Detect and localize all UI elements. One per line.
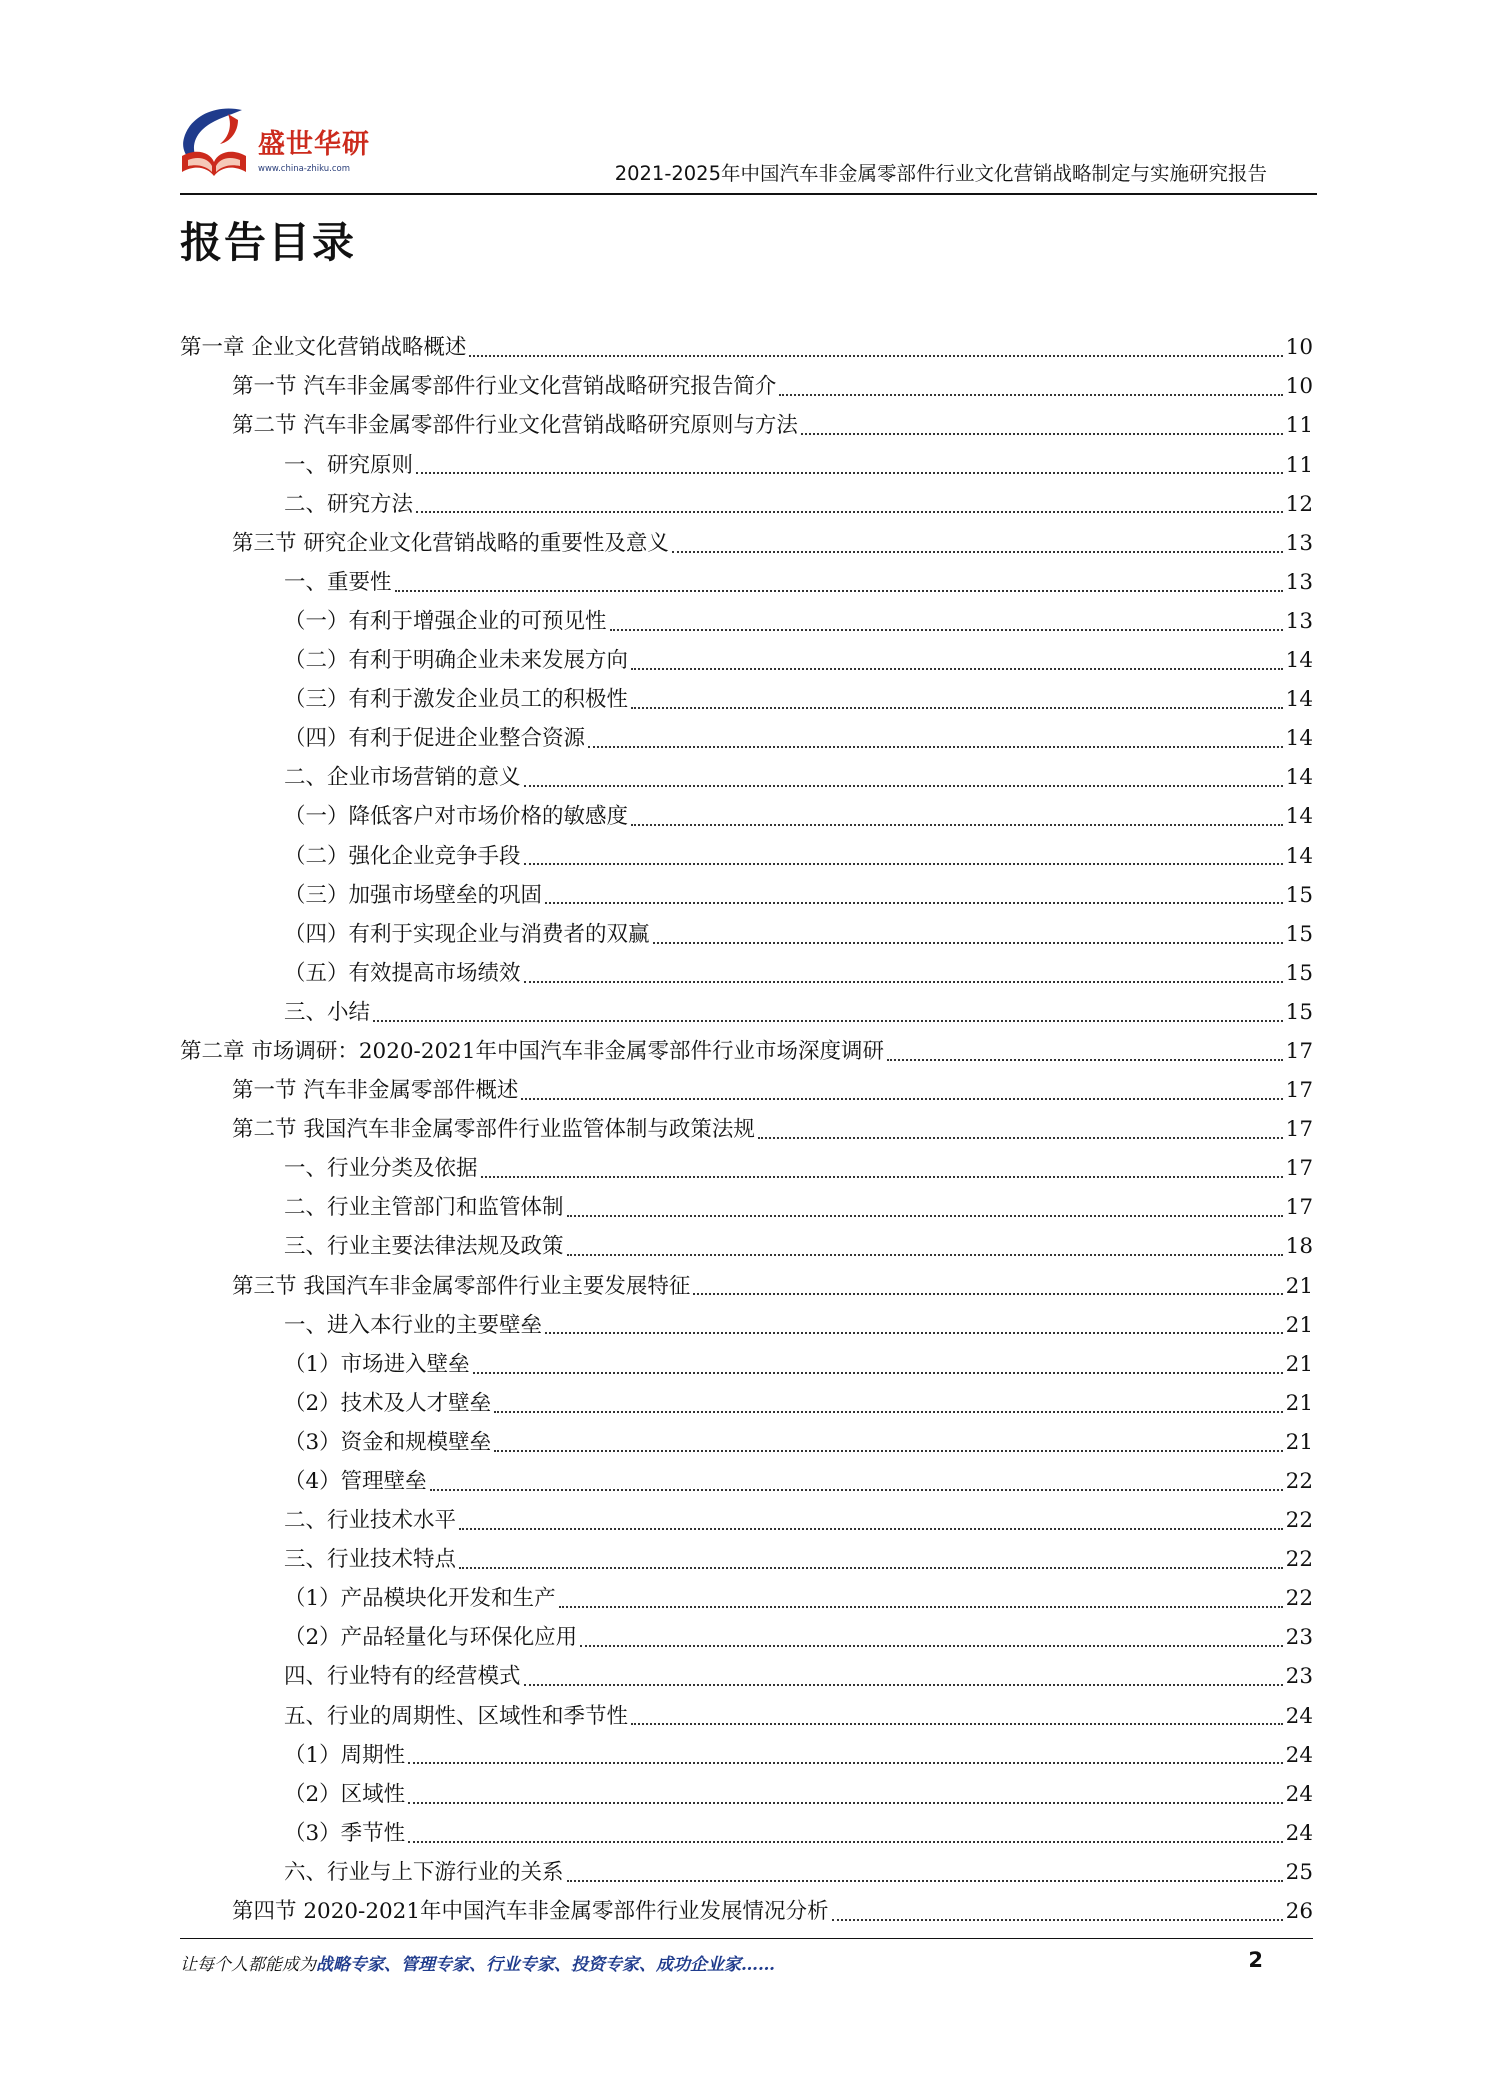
toc-entry[interactable] (180, 1692, 1313, 1731)
toc-entry[interactable] (180, 871, 1313, 910)
toc-page-number: 23 (1285, 1625, 1313, 1651)
toc-page-number: 14 (1285, 843, 1313, 869)
toc-entry[interactable] (180, 637, 1313, 676)
toc-entry-title: 第一节 汽车非金属零部件概述 (232, 1078, 519, 1104)
toc-leader (588, 746, 1283, 748)
toc-leader (524, 1684, 1283, 1686)
toc-entry-title: 第一节 汽车非金属零部件行业文化营销战略研究报告简介 (232, 374, 777, 400)
toc-entry[interactable] (180, 519, 1313, 558)
toc-entry[interactable] (180, 950, 1313, 989)
toc-leader (832, 1919, 1283, 1921)
toc-entry[interactable] (180, 1849, 1313, 1888)
toc-page-number: 21 (1285, 1390, 1313, 1416)
toc-entry[interactable] (180, 1653, 1313, 1692)
toc-page-number: 24 (1285, 1781, 1313, 1807)
toc-leader (567, 1254, 1283, 1256)
toc-page-number: 22 (1285, 1586, 1313, 1612)
toc-entry-title: 一、进入本行业的主要壁垒 (284, 1312, 543, 1338)
toc-page-number: 11 (1285, 452, 1313, 478)
toc-leader (631, 668, 1283, 670)
toc-leader (610, 629, 1283, 631)
toc-entry-title: 第三节 我国汽车非金属零部件行业主要发展特征 (232, 1273, 691, 1299)
toc-page-number: 17 (1285, 1117, 1313, 1143)
brand-logo (172, 102, 382, 184)
toc-page-number: 24 (1285, 1742, 1313, 1768)
toc-entry[interactable] (180, 754, 1313, 793)
toc-leader (631, 707, 1283, 709)
toc-leader (580, 1645, 1282, 1647)
toc-entry[interactable] (180, 1106, 1313, 1145)
page-footer (180, 1950, 1313, 1980)
toc-page-number: 26 (1285, 1899, 1313, 1925)
toc-leader (416, 511, 1283, 513)
toc-leader (408, 1762, 1282, 1764)
toc-entry-title: 三、小结 (284, 999, 371, 1025)
toc-entry[interactable] (180, 1184, 1313, 1223)
toc-page-number: 15 (1285, 921, 1313, 947)
toc-entry-title: 第一章 企业文化营销战略概述 (180, 335, 467, 361)
toc-entry-title: （五）有效提高市场绩效 (284, 960, 521, 986)
toc-entry[interactable] (180, 1340, 1313, 1379)
toc-entry[interactable] (180, 1419, 1313, 1458)
footer-divider (180, 1938, 1313, 1939)
toc-leader (373, 1020, 1283, 1022)
brand-url: www.china-zhiku.com (258, 164, 350, 174)
toc-entry-title: （1）产品模块化开发和生产 (284, 1586, 556, 1612)
toc-leader (653, 942, 1283, 944)
report-title: 2021-2025年中国汽车非金属零部件行业文化营销战略制定与实施研究报告 (614, 162, 1267, 185)
toc-entry[interactable] (180, 1810, 1313, 1849)
toc-leader (521, 1098, 1282, 1100)
toc-page-number: 17 (1285, 1156, 1313, 1182)
toc-page-number: 21 (1285, 1273, 1313, 1299)
toc-entry[interactable] (180, 324, 1313, 363)
slogan-prefix: 让每个人都能成为 (180, 1955, 316, 1975)
toc-leader (672, 551, 1283, 553)
toc-page-number: 10 (1285, 335, 1313, 361)
page-title: 报告目录 (180, 218, 357, 267)
toc-entry[interactable] (180, 1614, 1313, 1653)
toc-entry-title: （1）市场进入壁垒 (284, 1351, 470, 1377)
book-logo-icon (172, 102, 256, 184)
toc-entry-title: 第三节 研究企业文化营销战略的重要性及意义 (232, 530, 669, 556)
toc-leader (395, 590, 1283, 592)
toc-entry[interactable] (180, 1380, 1313, 1419)
toc-page-number: 13 (1285, 530, 1313, 556)
toc-page-number: 14 (1285, 765, 1313, 791)
toc-entry-title: （1）周期性 (284, 1742, 406, 1768)
toc-leader (469, 355, 1282, 357)
toc-page-number: 25 (1285, 1859, 1313, 1885)
toc-page-number: 17 (1285, 1195, 1313, 1221)
toc-entry[interactable] (180, 1301, 1313, 1340)
toc-leader (545, 1332, 1283, 1334)
toc-entry-title: （3）季节性 (284, 1820, 406, 1846)
slogan-emphasis: 战略专家、管理专家、行业专家、投资专家、成功企业家…… (316, 1955, 775, 1975)
toc-leader (524, 785, 1283, 787)
toc-page-number: 21 (1285, 1312, 1313, 1338)
toc-leader (524, 981, 1283, 983)
toc-entry-title: 第二节 汽车非金属零部件行业文化营销战略研究原则与方法 (232, 413, 798, 439)
toc-entry-title: 第二章 市场调研：2020-2021年中国汽车非金属零部件行业市场深度调研 (180, 1038, 885, 1064)
toc-page-number: 12 (1285, 491, 1313, 517)
toc-leader (779, 394, 1282, 396)
toc-leader (887, 1059, 1283, 1061)
table-of-contents (180, 324, 1313, 1927)
toc-page-number: 14 (1285, 687, 1313, 713)
footer-slogan (180, 1950, 775, 1975)
toc-leader (631, 1723, 1283, 1725)
page-number: 2 (1248, 1948, 1263, 1972)
toc-page-number: 17 (1285, 1078, 1313, 1104)
toc-entry-title: 六、行业与上下游行业的关系 (284, 1859, 564, 1885)
toc-page-number: 22 (1285, 1508, 1313, 1534)
toc-leader (524, 863, 1283, 865)
toc-entry-title: 第二节 我国汽车非金属零部件行业监管体制与政策法规 (232, 1117, 755, 1143)
toc-page-number: 14 (1285, 726, 1313, 752)
toc-entry[interactable] (180, 989, 1313, 1028)
toc-page-number: 21 (1285, 1351, 1313, 1377)
toc-page-number: 15 (1285, 960, 1313, 986)
toc-entry-title: （三）加强市场壁垒的巩固 (284, 882, 543, 908)
toc-leader (481, 1176, 1283, 1178)
toc-page-number: 24 (1285, 1703, 1313, 1729)
toc-page-number: 10 (1285, 374, 1313, 400)
toc-leader (567, 1215, 1283, 1217)
toc-entry[interactable] (180, 793, 1313, 832)
toc-entry[interactable] (180, 402, 1313, 441)
toc-entry[interactable] (180, 1888, 1313, 1927)
toc-entry[interactable] (180, 1731, 1313, 1770)
toc-entry[interactable] (180, 1028, 1313, 1067)
toc-entry[interactable] (180, 1067, 1313, 1106)
toc-leader (459, 1567, 1283, 1569)
toc-entry[interactable] (180, 832, 1313, 871)
toc-entry-title: （4）管理壁垒 (284, 1469, 427, 1495)
toc-leader (459, 1528, 1283, 1530)
toc-entry[interactable] (180, 598, 1313, 637)
toc-page-number: 14 (1285, 804, 1313, 830)
toc-page-number: 13 (1285, 569, 1313, 595)
toc-leader (559, 1606, 1283, 1608)
toc-leader (631, 824, 1283, 826)
toc-entry-title: 一、行业分类及依据 (284, 1156, 478, 1182)
toc-page-number: 15 (1285, 999, 1313, 1025)
toc-entry-title: （2）技术及人才壁垒 (284, 1390, 492, 1416)
toc-entry-title: 第四节 2020-2021年中国汽车非金属零部件行业发展情况分析 (232, 1899, 829, 1925)
toc-entry[interactable] (180, 1536, 1313, 1575)
toc-entry[interactable] (180, 480, 1313, 519)
toc-entry[interactable] (180, 715, 1313, 754)
toc-entry-title: （二）强化企业竞争手段 (284, 843, 521, 869)
toc-entry[interactable] (180, 676, 1313, 715)
toc-page-number: 13 (1285, 608, 1313, 634)
toc-entry[interactable] (180, 363, 1313, 402)
toc-leader (430, 1489, 1283, 1491)
toc-entry-title: （2）产品轻量化与环保化应用 (284, 1625, 578, 1651)
toc-leader (494, 1450, 1282, 1452)
header-divider (180, 193, 1317, 195)
toc-entry[interactable] (180, 1497, 1313, 1536)
toc-entry[interactable] (180, 1145, 1313, 1184)
toc-page-number: 21 (1285, 1429, 1313, 1455)
toc-page-number: 14 (1285, 648, 1313, 674)
toc-leader (567, 1880, 1283, 1882)
toc-entry-title: （三）有利于激发企业员工的积极性 (284, 687, 629, 713)
toc-entry[interactable] (180, 441, 1313, 480)
toc-leader (416, 472, 1283, 474)
toc-entry-title: 四、行业特有的经营模式 (284, 1664, 521, 1690)
page-header (0, 0, 1485, 200)
toc-leader (758, 1137, 1283, 1139)
toc-entry[interactable] (180, 1770, 1313, 1809)
toc-entry-title: （3）资金和规模壁垒 (284, 1429, 492, 1455)
toc-entry[interactable] (180, 1262, 1313, 1301)
toc-entry-title: （2）区域性 (284, 1781, 406, 1807)
toc-leader (545, 902, 1283, 904)
toc-page-number: 11 (1285, 413, 1313, 439)
toc-entry-title: 二、企业市场营销的意义 (284, 765, 521, 791)
toc-entry-title: 二、行业技术水平 (284, 1508, 457, 1534)
toc-entry[interactable] (180, 1458, 1313, 1497)
toc-entry-title: 二、研究方法 (284, 491, 414, 517)
toc-leader (408, 1802, 1282, 1804)
toc-leader (473, 1372, 1283, 1374)
toc-page-number: 24 (1285, 1820, 1313, 1846)
toc-leader (408, 1841, 1282, 1843)
toc-entry-title: 五、行业的周期性、区域性和季节性 (284, 1703, 629, 1729)
toc-page-number: 23 (1285, 1664, 1313, 1690)
toc-leader (494, 1411, 1282, 1413)
toc-entry-title: 二、行业主管部门和监管体制 (284, 1195, 564, 1221)
toc-leader (801, 433, 1283, 435)
toc-entry-title: （四）有利于实现企业与消费者的双赢 (284, 921, 650, 947)
toc-entry[interactable] (180, 910, 1313, 949)
toc-entry[interactable] (180, 1223, 1313, 1262)
toc-entry-title: （二）有利于明确企业未来发展方向 (284, 648, 629, 674)
toc-page-number: 22 (1285, 1547, 1313, 1573)
brand-name: 盛世华研 (258, 129, 370, 160)
toc-page-number: 22 (1285, 1469, 1313, 1495)
toc-entry-title: （一）降低客户对市场价格的敏感度 (284, 804, 629, 830)
toc-entry[interactable] (180, 1575, 1313, 1614)
toc-page-number: 17 (1285, 1038, 1313, 1064)
toc-entry[interactable] (180, 559, 1313, 598)
toc-entry-title: （一）有利于增强企业的可预见性 (284, 608, 607, 634)
toc-page-number: 18 (1285, 1234, 1313, 1260)
toc-entry-title: （四）有利于促进企业整合资源 (284, 726, 586, 752)
toc-entry-title: 三、行业主要法律法规及政策 (284, 1234, 564, 1260)
toc-entry-title: 三、行业技术特点 (284, 1547, 457, 1573)
toc-entry-title: 一、研究原则 (284, 452, 414, 478)
toc-page-number: 15 (1285, 882, 1313, 908)
toc-entry-title: 一、重要性 (284, 569, 392, 595)
toc-leader (693, 1293, 1282, 1295)
